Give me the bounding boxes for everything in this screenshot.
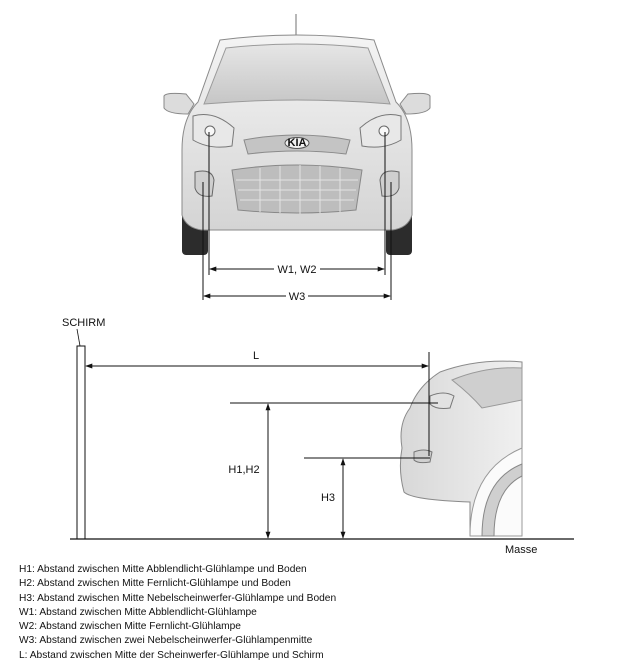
legend-item-h3: H3: Abstand zwischen Mitte Nebelscheinwerfer-Glühlampe und Boden	[19, 592, 337, 604]
legend-item-w1: W1: Abstand zwischen Mitte Abblendlicht-Glühlampe	[19, 606, 257, 618]
side-view-car	[400, 361, 522, 536]
emblem-text: KIA	[287, 137, 307, 149]
left-fog-lamp	[195, 171, 214, 196]
legend-item-w3: W3: Abstand zwischen zwei Nebelscheinwerfer-Glühlampenmitte	[19, 635, 313, 647]
legend-item-h1: H1: Abstand zwischen Mitte Abblendlicht-Glühlampe und Boden	[19, 564, 307, 575]
ground-label: Masse	[505, 544, 538, 556]
lower-grille	[232, 165, 362, 213]
w1w2-label: W1, W2	[277, 264, 317, 276]
h1h2-label: H1,H2	[228, 464, 260, 476]
screen-label: SCHIRM	[62, 317, 106, 329]
front-view-car	[164, 14, 430, 255]
screen	[77, 346, 85, 539]
left-mirror	[164, 93, 194, 114]
right-mirror	[400, 93, 430, 114]
l-label: L	[252, 350, 260, 362]
legend-item-w2: W2: Abstand zwischen Mitte Fernlicht-Glühlampe	[19, 621, 241, 633]
windshield	[204, 44, 390, 104]
side-headlight	[430, 393, 454, 409]
legend-item-h2: H2: Abstand zwischen Mitte Fernlicht-Glühlampe und Boden	[19, 578, 291, 590]
h3-label: H3	[320, 492, 336, 504]
w3-label: W3	[288, 291, 306, 303]
legend	[19, 563, 619, 663]
legend-item-l: L: Abstand zwischen Mitte der Scheinwerfer-Glühlampe und Schirm	[19, 649, 324, 661]
right-fog-lamp	[380, 171, 399, 196]
